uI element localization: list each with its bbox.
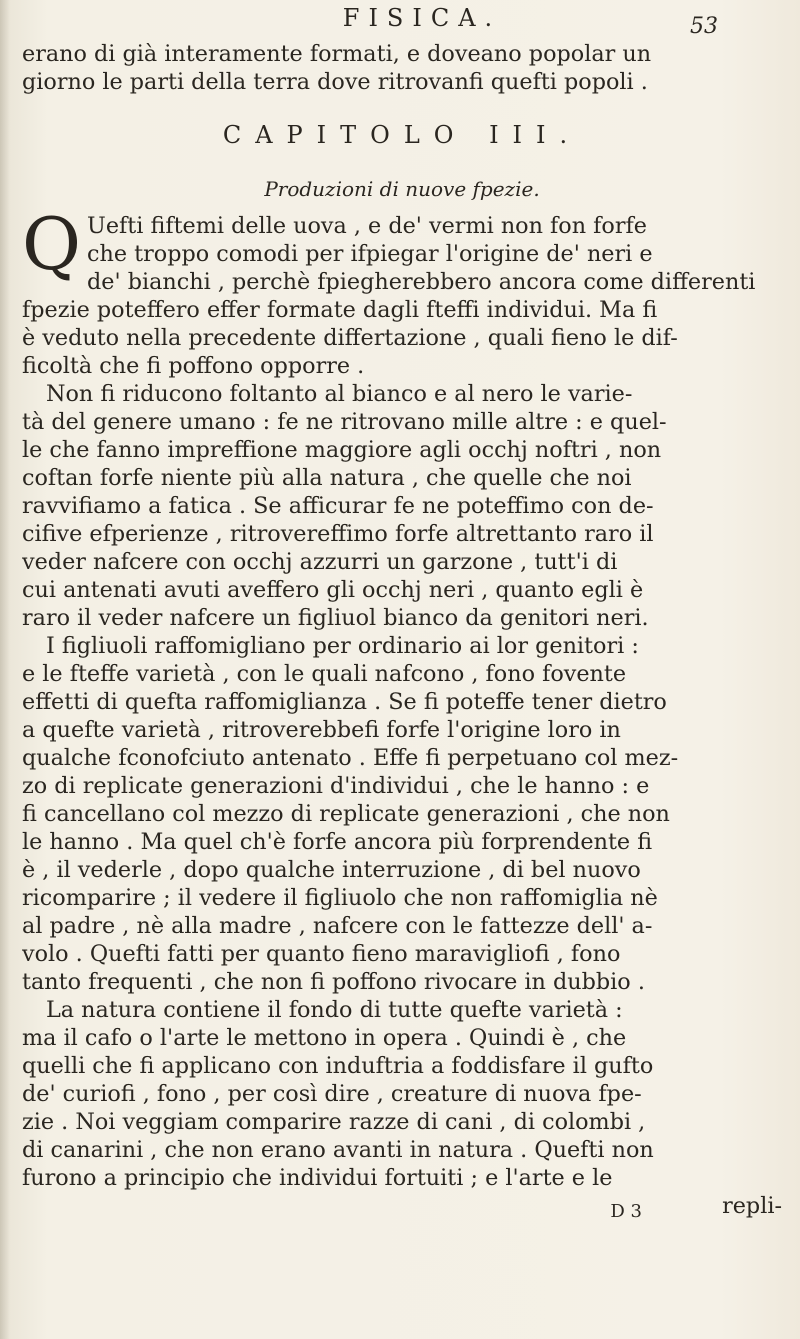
paragraph-line: al padre , nè alla madre , nafcere con le fattezze dell' a-: [22, 913, 653, 939]
running-head: FISICA.: [342, 4, 502, 32]
chapter-title: CAPITOLO III.: [222, 121, 582, 149]
paragraph-line: de' bianchi , perchè fpiegherebbero ancora come differenti: [87, 269, 756, 295]
paragraph-line: de' curiofi , fono , per così dire , creature di nuova fpe-: [22, 1081, 642, 1107]
chapter-subtitle: Produzioni di nuove fpezie.: [264, 177, 540, 201]
paragraph-line: che troppo comodi per ifpiegar l'origine de' neri e: [87, 241, 653, 267]
paragraph-line: a quefte varietà , ritroverebbefi forfe l'origine loro in: [22, 717, 621, 743]
paragraph-line: quelli che fi applicano con induftria a foddisfare il gufto: [22, 1053, 654, 1079]
paragraph-line: zie . Noi veggiam comparire razze di cani , di colombi ,: [22, 1109, 646, 1135]
paragraph-line: le hanno . Ma quel ch'è forfe ancora più forprendente fi: [22, 829, 653, 855]
paragraph-line: raro il veder nafcere un figliuol bianco da genitori neri.: [22, 605, 649, 631]
page-footer: [22, 1192, 782, 1220]
paragraph-line: e le fteffe varietà , con le quali nafcono , fono fovente: [22, 661, 627, 687]
paragraph-line: è veduto nella precedente differtazione , quali fieno le dif-: [22, 325, 678, 351]
paragraph-line: fpezie poteffero effer formate dagli fteffi individui. Ma fi: [22, 297, 658, 323]
paragraph-line: le che fanno impreffione maggiore agli occhj noftri , non: [22, 437, 662, 463]
paragraph-line: Uefti fiftemi delle uova , e de' vermi non fon forfe: [87, 213, 647, 239]
paragraph-line: è , il vederle , dopo qualche interruzione , di bel nuovo: [22, 857, 641, 883]
paragraph-1: [22, 202, 782, 380]
paragraph-line: tà del genere umano : fe ne ritrovano mille altre : e quel-: [22, 409, 667, 435]
drop-cap: Q: [22, 202, 82, 286]
paragraph-2: [22, 380, 782, 632]
paragraph-line: qualche fconofciuto antenato . Effe fi perpetuano col mez-: [22, 745, 679, 771]
paragraph-3: [22, 632, 782, 996]
paragraph-line: fi cancellano col mezzo di replicate generazioni , che non: [22, 801, 670, 827]
page-number: 53: [690, 14, 718, 39]
paragraph-line: Non fi riducono foltanto al bianco e al nero le varie-: [46, 381, 633, 407]
paragraph-line: volo . Quefti fatti per quanto fieno maravigliofi , fono: [22, 941, 621, 967]
paragraph-line: La natura contiene il fondo di tutte quefte varietà :: [46, 997, 623, 1023]
paragraph-4: [22, 996, 782, 1192]
paragraph-line: di canarini , che non erano avanti in natura . Quefti non: [22, 1137, 654, 1163]
paragraph-line: cifive efperienze , ritrovereffimo forfe altrettanto raro il: [22, 521, 654, 547]
paragraph-line: veder nafcere con occhj azzurri un garzone , tutt'i di: [22, 549, 618, 575]
intro-line: erano di già interamente formati, e doveano popolar un: [22, 41, 652, 67]
paragraph-line: tanto frequenti , che non fi poffono rivocare in dubbio .: [22, 969, 645, 995]
intro-line: giorno le parti della terra dove ritrovanfi quefti popoli .: [22, 69, 648, 95]
paragraph-line: ravvifiamo a fatica . Se afficurar fe ne poteffimo con de-: [22, 493, 654, 519]
paragraph-line: zo di replicate generazioni d'individui , che le hanno : e: [22, 773, 650, 799]
paragraph-line: effetti di quefta raffomiglianza . Se fi poteffe tener dietro: [22, 689, 667, 715]
signature-mark: D 3: [610, 1201, 642, 1222]
paragraph-line: I figliuoli raffomigliano per ordinario ai lor genitori :: [46, 633, 639, 659]
paragraph-line: ma il cafo o l'arte le mettono in opera . Quindi è , che: [22, 1025, 627, 1051]
paragraph-line: furono a principio che individui fortuiti ; e l'arte e le: [22, 1165, 613, 1191]
paragraph-line: cui antenati avuti aveffero gli occhj neri , quanto egli è: [22, 577, 644, 603]
page-fold-shadow: [0, 0, 10, 1339]
paragraph-line: ricomparire ; il vedere il figliuolo che non raffomiglia nè: [22, 885, 658, 911]
text-block: [22, 40, 782, 1220]
paragraph-line: coftan forfe niente più alla natura , che quelle che noi: [22, 465, 632, 491]
paragraph-line: ficoltà che fi poffono opporre .: [22, 353, 365, 379]
catchword: repli-: [722, 1193, 782, 1219]
